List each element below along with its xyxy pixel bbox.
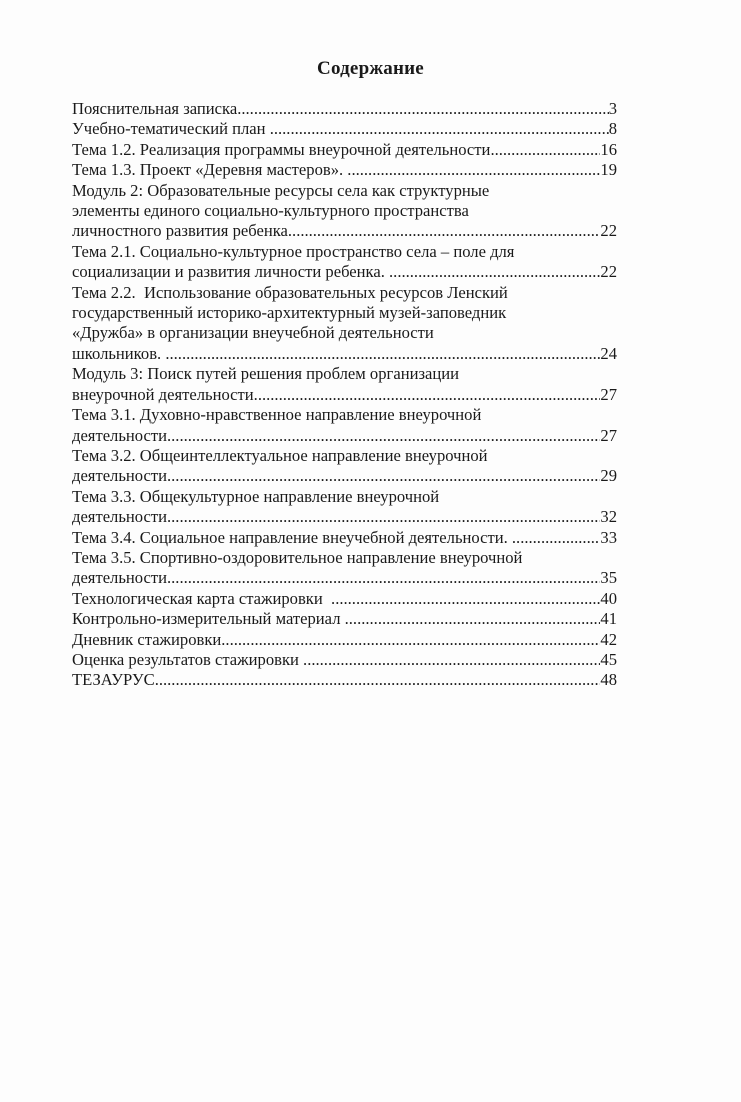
toc-entry-last-line [72, 344, 617, 364]
toc-page-number: 3 [608, 99, 617, 118]
toc-entry-last-line [72, 589, 617, 609]
toc-page-number: 8 [608, 119, 617, 139]
toc-page-number: 27 [600, 384, 617, 404]
toc-entry-line: Модуль 3: Поиск путей решения проблем организации [72, 364, 460, 384]
toc-dot-leader [303, 650, 600, 670]
toc-entry-last-line [72, 528, 617, 548]
toc-entry-line: Тема 2.1. Социально-культурное пространство села – поле для [72, 241, 515, 261]
toc-entry [72, 364, 617, 405]
toc-entry [72, 630, 617, 650]
toc-dot-leader [167, 426, 600, 446]
toc-entry [72, 405, 617, 446]
toc-entry-line: Тема 3.2. Общеинтеллектуальное направление внеурочной [72, 445, 488, 465]
toc-entry [72, 242, 617, 283]
toc-entry-text: деятельности [72, 425, 167, 445]
toc-entry-last-line [72, 568, 617, 588]
toc-entry-text: Учебно-тематический план [72, 119, 270, 139]
toc-dot-leader [167, 568, 600, 588]
toc-entry [72, 528, 617, 548]
toc-entry-last-line [72, 670, 617, 690]
toc-entry-text: деятельности [72, 568, 167, 588]
toc-entry [72, 589, 617, 609]
toc-dot-leader [167, 466, 600, 486]
toc-entry [72, 609, 617, 629]
toc-entry [72, 181, 617, 242]
toc-entry-last-line [72, 650, 617, 670]
toc-entry-line: Тема 2.2. Использование образовательных ресурсов Ленский [72, 282, 508, 302]
toc-entry-last-line [72, 140, 617, 160]
toc-entry-line: «Дружба» в организации внеучебной деятельности [72, 323, 434, 343]
toc-entry-text: Тема 3.4. Социальное направление внеучебной деятельности. [72, 527, 512, 547]
toc-page-number: 35 [600, 568, 617, 588]
toc-page-number: 22 [600, 221, 617, 241]
toc-dot-leader [165, 344, 600, 364]
toc-entry-last-line [72, 385, 617, 405]
toc-dot-leader [389, 262, 600, 282]
toc-entry-text: социализации и развития личности ребенка. [72, 262, 390, 282]
toc-entry-last-line [72, 466, 617, 486]
toc-entry-text: Контрольно-измерительный материал [72, 609, 345, 629]
toc-dot-leader [345, 609, 601, 629]
toc-dot-leader [270, 119, 609, 139]
toc-entry-text: деятельности [72, 507, 167, 527]
toc-entry [72, 548, 617, 589]
toc-entry-line: элементы единого социально-культурного пространства [72, 201, 469, 221]
toc-page-number: 40 [600, 588, 617, 608]
toc-entry-line: государственный историко-архитектурный музей-заповедник [72, 303, 507, 323]
toc-dot-leader [167, 507, 600, 527]
toc-entry-last-line [72, 160, 617, 180]
toc-entry [72, 140, 617, 160]
page-title: Содержание [317, 58, 424, 79]
toc-page-number: 32 [600, 507, 617, 527]
toc-page-number: 16 [600, 139, 617, 159]
toc-entry-last-line [72, 630, 617, 650]
toc-entry-line: Тема 3.5. Спортивно-оздоровительное направление внеурочной [72, 547, 523, 567]
toc-entry-text: Пояснительная записка [72, 99, 238, 118]
toc-page-number: 33 [600, 527, 617, 547]
toc-entry-text: школьников. [72, 343, 166, 363]
toc-entry-line: Тема 3.1. Духовно-нравственное направление внеурочной [72, 405, 482, 425]
toc-page-number: 48 [600, 670, 617, 690]
toc-entry [72, 160, 617, 180]
toc-entry-last-line [72, 507, 617, 527]
toc-entry [72, 446, 617, 487]
toc-dot-leader [490, 140, 600, 160]
toc-entry-text: Тема 1.2. Реализация программы внеурочной деятельности [72, 139, 491, 159]
toc-page-number: 19 [600, 160, 617, 180]
toc-entry-line: Модуль 2: Образовательные ресурсы села как структурные [72, 180, 490, 200]
toc-entry-last-line [72, 262, 617, 282]
toc-dot-leader [288, 221, 601, 241]
toc-entry-last-line [72, 426, 617, 446]
toc-entry [72, 670, 617, 690]
toc-entry-text: личностного развития ребенка [72, 221, 288, 241]
toc-entry-text: Оценка результатов стажировки [72, 649, 304, 669]
toc-entry-last-line [72, 119, 617, 139]
toc-entry-text: Дневник стажировки [72, 629, 222, 649]
toc-page-number: 22 [600, 262, 617, 282]
toc-dot-leader [258, 385, 601, 405]
toc-entry-last-line [72, 221, 617, 241]
table-of-contents [72, 99, 617, 691]
toc-entry [72, 283, 617, 365]
toc-page-number: 24 [600, 343, 617, 363]
toc-entry-last-line [72, 609, 617, 629]
toc-page-number: 42 [600, 629, 617, 649]
toc-entry-last-line [72, 99, 617, 119]
toc-dot-leader [512, 528, 601, 548]
toc-entry-text: деятельности [72, 466, 167, 486]
toc-page-number: 27 [600, 425, 617, 445]
toc-entry [72, 487, 617, 528]
toc-dot-leader [221, 630, 600, 650]
toc-page-number: 29 [600, 466, 617, 486]
toc-page-number: 45 [600, 649, 617, 669]
toc-entry-text: ТЕЗАУРУС [72, 670, 155, 690]
toc-entry [72, 650, 617, 670]
toc-entry [72, 99, 617, 119]
toc-entry-text: Технологическая карта стажировки [72, 588, 332, 608]
toc-entry-text: внеурочной деятельности. [72, 384, 258, 404]
toc-dot-leader [331, 589, 600, 609]
toc-entry-line: Тема 3.3. Общекультурное направление внеурочной [72, 486, 440, 506]
toc-dot-leader [237, 99, 608, 119]
toc-entry-text: Тема 1.3. Проект «Деревня мастеров». [72, 160, 348, 180]
toc-dot-leader [347, 160, 600, 180]
toc-page-number: 41 [600, 609, 617, 629]
toc-entry [72, 119, 617, 139]
toc-dot-leader [155, 670, 601, 690]
